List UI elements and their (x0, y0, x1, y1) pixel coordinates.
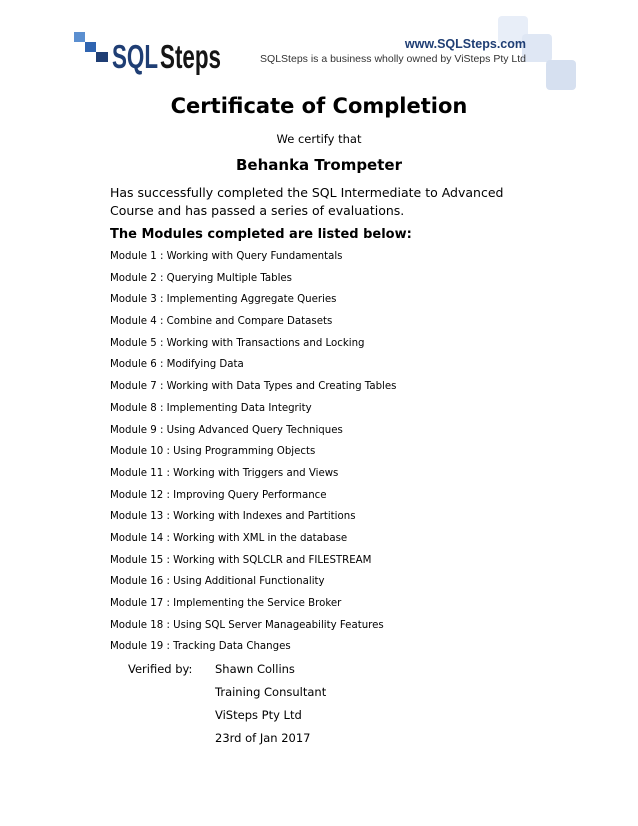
module-item: Module 3 : Implementing Aggregate Queries (110, 294, 337, 306)
website-link[interactable]: www.SQLSteps.com (404, 37, 526, 51)
certificate-title: Certificate of Completion (170, 94, 468, 118)
module-item: Module 13 : Working with Indexes and Partitions (110, 511, 356, 523)
module-item: Module 16 : Using Additional Functionality (110, 576, 325, 588)
verifier-details (215, 662, 326, 754)
module-item: Module 18 : Using SQL Server Manageability Features (110, 619, 384, 631)
module-item: Module 17 : Implementing the Service Broker (110, 598, 342, 609)
logo-sql-text: SQL (112, 38, 158, 75)
module-item: Module 14 : Working with XML in the database (110, 532, 348, 544)
module-item: Module 2 : Querying Multiple Tables (110, 272, 292, 284)
module-item: Module 15 : Working with SQLCLR and FILESTREAM (110, 554, 372, 566)
module-item: Module 19 : Tracking Data Changes (110, 641, 291, 653)
module-item: Module 10 : Using Programming Objects (110, 446, 316, 458)
module-item: Module 7 : Working with Data Types and Creating Tables (110, 381, 397, 393)
logo-steps-icon (74, 30, 224, 76)
recipient-name: Behanka Trompeter (236, 156, 402, 174)
module-item: Module 11 : Working with Triggers and Views (110, 467, 339, 479)
verifier-company: ViSteps Pty Ltd (215, 708, 302, 722)
sqlsteps-logo (74, 30, 224, 76)
module-item: Module 4 : Combine and Compare Datasets (110, 316, 333, 328)
modules-heading: The Modules completed are listed below: (110, 227, 412, 242)
modules-list (110, 250, 396, 662)
completion-statement: Has successfully completed the SQL Intermediate to Advanced Course and has passed a series of evaluations. (110, 185, 504, 218)
logo-steps-text: Steps (160, 38, 221, 75)
verified-by-label: Verified by: (128, 662, 193, 676)
module-item: Module 5 : Working with Transactions and Locking (110, 337, 365, 349)
module-item: Module 12 : Improving Query Performance (110, 489, 327, 501)
verifier-role: Training Consultant (215, 685, 327, 699)
tagline: SQLSteps is a business wholly owned by ViSteps Pty Ltd (260, 53, 526, 65)
certificate-date: 23rd of Jan 2017 (215, 731, 311, 745)
module-item: Module 6 : Modifying Data (110, 359, 244, 371)
module-item: Module 9 : Using Advanced Query Techniques (110, 424, 343, 436)
module-item: Module 8 : Implementing Data Integrity (110, 402, 312, 414)
verifier-name: Shawn Collins (215, 662, 295, 676)
module-item: Module 1 : Working with Query Fundamentals (110, 251, 343, 262)
certify-text: We certify that (276, 132, 362, 146)
